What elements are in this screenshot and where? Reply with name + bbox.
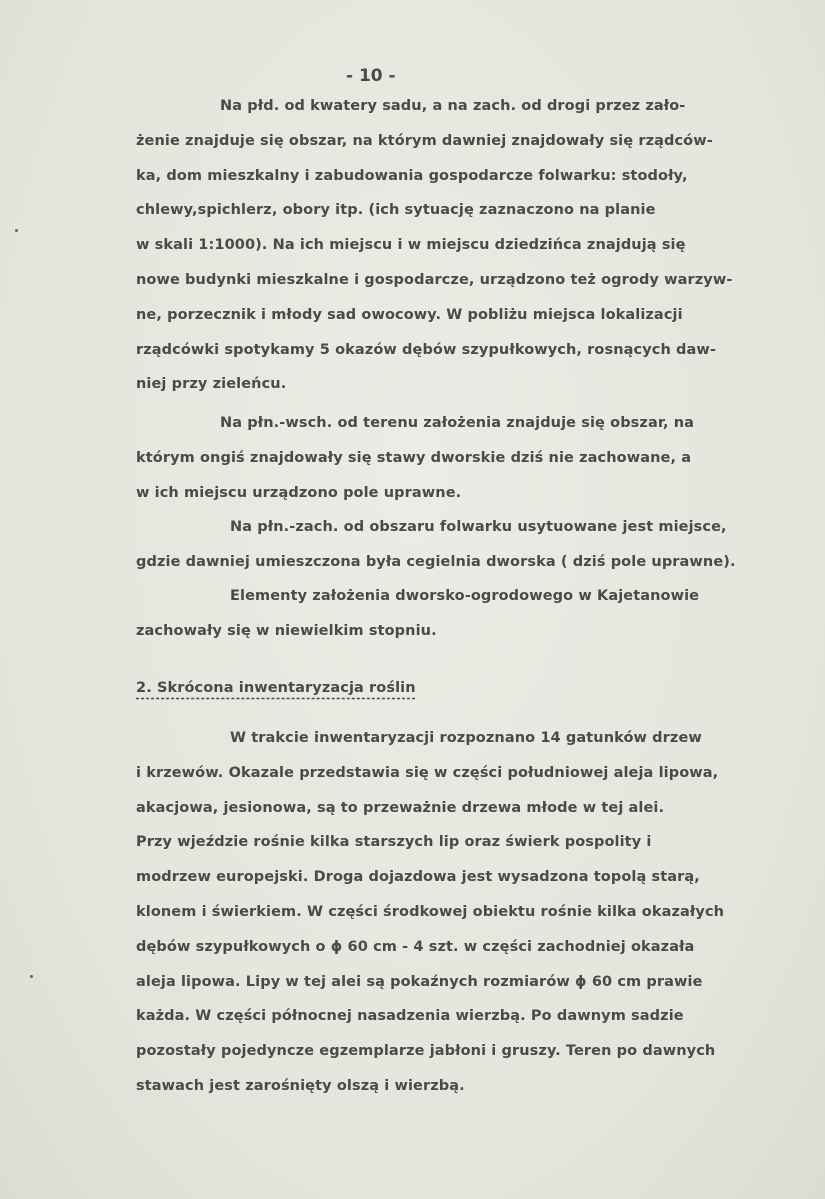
text-line: Na płn.-zach. od obszaru folwarku usytuowane jest miejsce,	[230, 519, 727, 535]
text-line: aleja lipowa. Lipy w tej alei są pokaźnych rozmiarów ϕ 60 cm prawie	[136, 973, 703, 990]
text-line: klonem i świerkiem. W części środkowej obiektu rośnie kilka okazałych	[136, 904, 725, 920]
text-line: żenie znajduje się obszar, na którym dawniej znajdowały się rządców-	[136, 132, 713, 149]
text-line: Na płn.-wsch. od terenu założenia znajduje się obszar, na	[220, 415, 695, 431]
text-line: W trakcie inwentaryzacji rozpoznano 14 gatunków drzew	[230, 730, 702, 746]
scan-speck	[15, 229, 18, 232]
text-line: ka, dom mieszkalny i zabudowania gospodarcze folwarku: stodoły,	[136, 167, 688, 184]
text-line: gdzie dawniej umieszczona była cegielnia dworska ( dziś pole uprawne).	[136, 553, 736, 570]
text-line: chlewy,spichlerz, obory itp. (ich sytuację zaznaczono na planie	[136, 202, 656, 219]
text-line: którym ongiś znajdowały się stawy dworskie dziś nie zachowane, a	[136, 449, 692, 466]
text-line: Elementy założenia dworsko-ogrodowego w Kajetanowie	[230, 588, 700, 604]
text-line: w skali 1:1000). Na ich miejscu i w miejscu dziedzińca znajdują się	[136, 237, 686, 254]
text-line: stawach jest zarośnięty olszą i wierzbą.	[136, 1078, 465, 1094]
text-line: Przy wjeździe rośnie kilka starszych lip oraz świerk pospolity i	[136, 834, 652, 851]
section-heading: 2. Skrócona inwentaryzacja roślin	[136, 680, 416, 696]
text-line: i krzewów. Okazale przedstawia się w części południowej aleja lipowa,	[136, 764, 719, 781]
text-line: w ich miejscu urządzono pole uprawne.	[136, 484, 462, 501]
text-line: Na płd. od kwatery sadu, a na zach. od drogi przez zało-	[220, 98, 686, 114]
text-line: modrzew europejski. Droga dojazdowa jest wysadzona topolą starą,	[136, 869, 700, 886]
text-line: akacjowa, jesionowa, są to przeważnie drzewa młode w tej alei.	[136, 799, 665, 816]
page-number: - 10 -	[346, 66, 396, 86]
text-line: nowe budynki mieszkalne i gospodarcze, urządzono też ogrody warzyw-	[136, 272, 733, 288]
text-line: rządcówki spotykamy 5 okazów dębów szypułkowych, rosnących daw-	[136, 341, 717, 358]
scan-speck	[30, 975, 33, 978]
text-line: każda. W części północnej nasadzenia wierzbą. Po dawnym sadzie	[136, 1008, 684, 1025]
text-line: dębów szypułkowych o ϕ 60 cm - 4 szt. w części zachodniej okazała	[136, 938, 695, 955]
text-line: zachowały się w niewielkim stopniu.	[136, 622, 437, 639]
text-line: pozostały pojedyncze egzemplarze jabłoni i gruszy. Teren po dawnych	[136, 1043, 716, 1060]
text-line: ne, porzecznik i młody sad owocowy. W pobliżu miejsca lokalizacji	[136, 306, 683, 323]
text-line: niej przy zieleńcu.	[136, 376, 287, 393]
